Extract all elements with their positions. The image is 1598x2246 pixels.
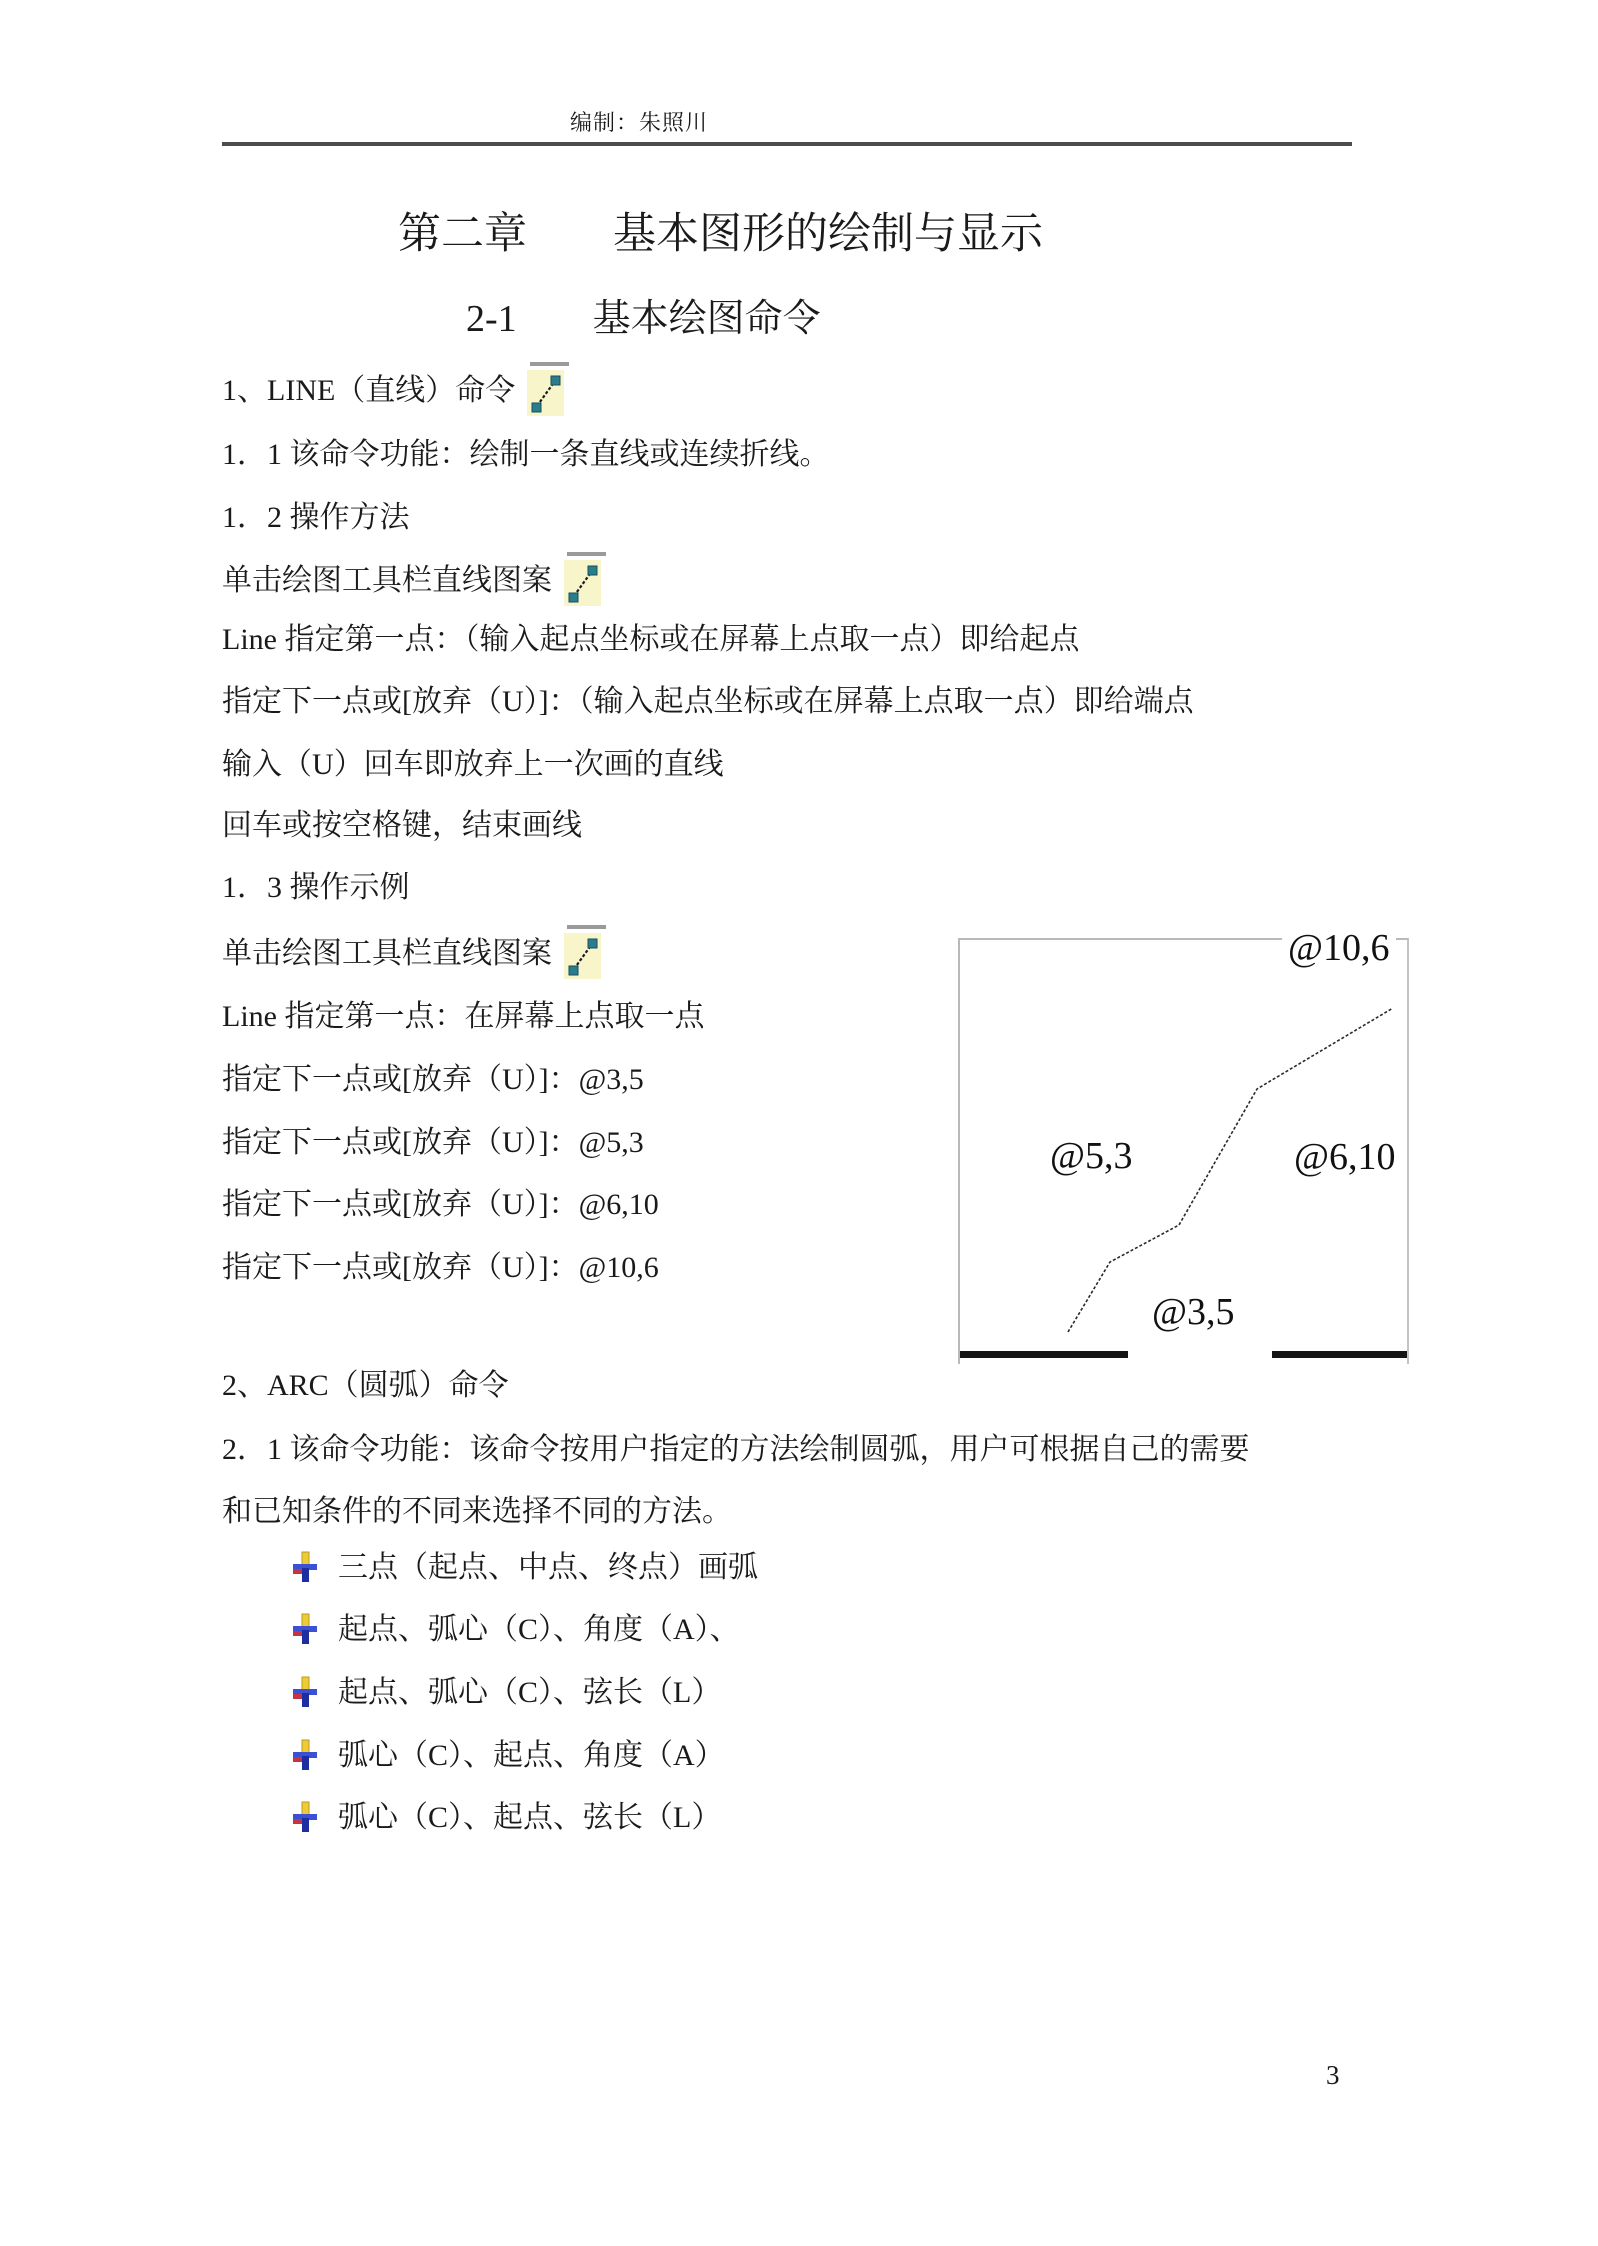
- figure-bottom-bar-left: [960, 1351, 1128, 1358]
- example-cmd-2: 指定下一点或[放弃（U）]：@5,3: [222, 1126, 644, 1159]
- arc-bullet-text: 三点（起点、中点、终点）画弧: [338, 1551, 758, 1584]
- line-tool-icon: [564, 925, 606, 979]
- line-method-heading: 1．2 操作方法: [222, 501, 410, 534]
- line-click-toolbar-2: [222, 925, 606, 979]
- line-function-desc: 1．1 该命令功能：绘制一条直线或连续折线。: [222, 438, 830, 471]
- line-click-toolbar-2-text: 单击绘图工具栏直线图案: [222, 937, 552, 970]
- arc-bullet-item: [292, 1610, 740, 1650]
- example-cmd-4: 指定下一点或[放弃（U）]：@10,6: [222, 1251, 659, 1284]
- chapter-title: 第二章 基本图形的绘制与显示: [398, 211, 1043, 258]
- figure-bottom-bar-right: [1272, 1351, 1407, 1358]
- line-click-toolbar: [222, 552, 606, 606]
- arc-desc-line1: 2．1 该命令功能：该命令按用户指定的方法绘制圆弧，用户可根据自己的需要: [222, 1433, 1250, 1466]
- section-title: 2-1 基本绘图命令: [466, 298, 821, 340]
- line-command-heading-text: 1、LINE（直线）命令: [222, 374, 516, 407]
- header-divider: [222, 142, 1352, 146]
- cmd-end: 回车或按空格键，结束画线: [222, 809, 582, 842]
- figure-label-10-6: @10,6: [1282, 924, 1396, 978]
- figure-label-3-5: @3,5: [1146, 1288, 1241, 1336]
- arc-bullet-icon: [292, 1801, 318, 1833]
- example-cmd-1: 指定下一点或[放弃（U）]：@3,5: [222, 1063, 644, 1096]
- example-first-point: Line 指定第一点：在屏幕上点取一点: [222, 1000, 705, 1033]
- arc-bullet-item: [292, 1798, 721, 1838]
- arc-bullet-icon: [292, 1613, 318, 1645]
- arc-bullet-item: [292, 1548, 758, 1588]
- arc-bullet-text: 弧心（C）、起点、角度（A）: [338, 1739, 725, 1772]
- arc-bullet-item: [292, 1736, 725, 1776]
- arc-bullet-icon: [292, 1739, 318, 1771]
- page-number: 3: [1326, 2060, 1340, 2090]
- arc-bullet-icon: [292, 1551, 318, 1583]
- arc-command-heading: 2、ARC（圆弧）命令: [222, 1369, 509, 1402]
- arc-bullet-text: 起点、弧心（C）、角度（A）、: [338, 1613, 740, 1646]
- arc-desc-line2: 和已知条件的不同来选择不同的方法。: [222, 1495, 732, 1528]
- figure-label-6-10: @6,10: [1288, 1133, 1402, 1181]
- line-example-figure: [958, 927, 1409, 1364]
- cmd-first-point: Line 指定第一点：（输入起点坐标或在屏幕上点取一点）即给起点: [222, 623, 1080, 656]
- line-command-heading: [222, 362, 569, 416]
- example-cmd-3: 指定下一点或[放弃（U）]：@6,10: [222, 1188, 659, 1221]
- arc-bullet-text: 弧心（C）、起点、弦长（L）: [338, 1801, 722, 1834]
- arc-bullet-text: 起点、弧心（C）、弦长（L）: [338, 1676, 722, 1709]
- line-tool-icon: [527, 362, 569, 416]
- header-author: 编制：朱照川: [570, 110, 709, 135]
- line-tool-icon: [564, 552, 606, 606]
- line-click-toolbar-text: 单击绘图工具栏直线图案: [222, 564, 552, 597]
- arc-bullet-icon: [292, 1676, 318, 1708]
- cmd-undo: 输入（U）回车即放弃上一次画的直线: [222, 748, 724, 781]
- figure-label-5-3: @5,3: [1044, 1132, 1139, 1180]
- arc-bullet-item: [292, 1673, 721, 1713]
- line-example-heading: 1．3 操作示例: [222, 871, 410, 904]
- cmd-next-point: 指定下一点或[放弃（U）]：（输入起点坐标或在屏幕上点取一点）即给端点: [222, 685, 1194, 718]
